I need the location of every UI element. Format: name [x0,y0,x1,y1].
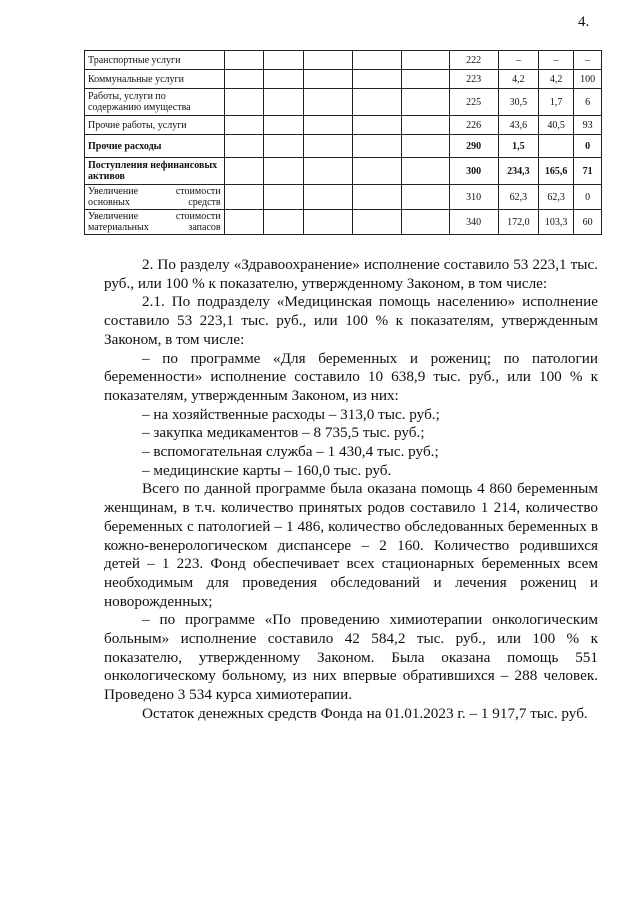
table-row [85,158,602,185]
cell-code: 226 [449,116,498,135]
cell-v2: 1,7 [539,89,574,116]
table-row [85,135,602,158]
cell-v1: 4,2 [498,70,539,89]
empty-cell [401,135,449,158]
cell-v3: 6 [574,89,602,116]
paragraph: – закупка медикаментов – 8 735,5 тыс. руб.; [142,424,425,442]
row-name: Транспортные услуги [85,51,225,70]
paragraph: Остаток денежных средств Фонда на 01.01.2023 г. – 1 917,7 тыс. руб. [142,704,588,722]
cell-code: 340 [449,210,498,235]
cell-v2: 4,2 [539,70,574,89]
empty-cell [264,185,303,210]
table-row [85,185,602,210]
row-name: Прочие работы, услуги [85,116,225,135]
empty-cell [401,185,449,210]
empty-cell [224,89,263,116]
cell-v1: 234,3 [498,158,539,185]
cell-v2: 62,3 [539,185,574,210]
cell-code: 310 [449,185,498,210]
paragraph: – по программе «По проведению химиотерапии онкологическим больным» исполнение составило 42 584,2 тыс. руб., или 100 % к показателю, утвержденному Законом. Была оказана помощь 551 онкологическому больному, из них впервые обратившихся – 288 человек. Проведено 3 534 курса химиотерапии. [104,611,598,704]
empty-cell [352,210,401,235]
cell-v1: 172,0 [498,210,539,235]
empty-cell [224,51,263,70]
row-name: Увеличение стоимости основных средств [85,185,225,210]
cell-v3: 0 [574,135,602,158]
table-row [85,51,602,70]
row-name: Поступления нефинансовых активов [85,158,225,185]
empty-cell [352,89,401,116]
paragraph: – вспомогательная служба – 1 430,4 тыс. руб.; [142,443,439,461]
paragraph: 2. По разделу «Здравоохранение» исполнение составило 53 223,1 тыс. руб., или 100 % к показателю, утвержденному Законом, в том числе: [104,256,598,292]
empty-cell [401,210,449,235]
empty-cell [352,51,401,70]
empty-cell [264,51,303,70]
empty-cell [264,116,303,135]
cell-code: 225 [449,89,498,116]
empty-cell [224,70,263,89]
empty-cell [352,135,401,158]
empty-cell [224,135,263,158]
body-text [104,256,598,724]
paragraph: – по программе «Для беременных и рожениц; по патологии беременности» исполнение составило 10 638,9 тыс. руб., или 100 % к показателям, утвержденным Законом, из них: [104,349,598,404]
row-name: Работы, услуги по содержанию имущества [85,89,225,116]
cell-v2: 103,3 [539,210,574,235]
cell-v2 [539,135,574,158]
cell-code: 290 [449,135,498,158]
cell-code: 300 [449,158,498,185]
cell-v1: – [498,51,539,70]
paragraph: Всего по данной программе была оказана помощь 4 860 беременным женщинам, в т.ч. количество принятых родов составило 1 214, количество беременных с патологией – 1 486, количество обследованных беременных в кожно-венерологическом диспансере – 2 160. Количество родившихся детей – 1 223. Фонд обеспечивает всех стационарных беременных всем необходимым для проведения обследований и лечения рожениц и новорожденных; [104,480,598,610]
cell-v3: 93 [574,116,602,135]
table-row [85,89,602,116]
empty-cell [401,89,449,116]
cell-v3: – [574,51,602,70]
empty-cell [264,70,303,89]
empty-cell [352,185,401,210]
cell-v2: 40,5 [539,116,574,135]
empty-cell [224,210,263,235]
empty-cell [303,210,352,235]
empty-cell [303,116,352,135]
empty-cell [264,89,303,116]
cell-v3: 100 [574,70,602,89]
empty-cell [303,51,352,70]
paragraph: – медицинские карты – 160,0 тыс. руб. [142,461,392,479]
table-body [85,51,602,235]
empty-cell [401,158,449,185]
table-row [85,70,602,89]
row-name: Прочие расходы [85,135,225,158]
paragraph: – на хозяйственные расходы – 313,0 тыс. руб.; [142,405,440,423]
cell-v1: 62,3 [498,185,539,210]
cell-v2: – [539,51,574,70]
empty-cell [401,51,449,70]
empty-cell [303,89,352,116]
cell-v2: 165,6 [539,158,574,185]
cell-code: 223 [449,70,498,89]
empty-cell [264,135,303,158]
empty-cell [264,158,303,185]
empty-cell [303,70,352,89]
cell-v3: 71 [574,158,602,185]
empty-cell [224,158,263,185]
empty-cell [401,70,449,89]
cell-v3: 60 [574,210,602,235]
empty-cell [303,185,352,210]
empty-cell [224,185,263,210]
table-row [85,116,602,135]
page-number: 4. [578,14,590,30]
table-row [85,210,602,235]
empty-cell [224,116,263,135]
row-name: Увеличение стоимости материальных запасов [85,210,225,235]
cell-v1: 43,6 [498,116,539,135]
empty-cell [303,135,352,158]
cell-v3: 0 [574,185,602,210]
budget-table [84,50,602,235]
cell-code: 222 [449,51,498,70]
paragraph: 2.1. По подразделу «Медицинская помощь населению» исполнение составило 53 223,1 тыс. руб., или 100 % к показателям, утвержденным Законом, в том числе: [104,293,598,348]
empty-cell [352,116,401,135]
empty-cell [352,70,401,89]
empty-cell [352,158,401,185]
row-name: Коммунальные услуги [85,70,225,89]
empty-cell [264,210,303,235]
cell-v1: 30,5 [498,89,539,116]
cell-v1: 1,5 [498,135,539,158]
empty-cell [401,116,449,135]
empty-cell [303,158,352,185]
